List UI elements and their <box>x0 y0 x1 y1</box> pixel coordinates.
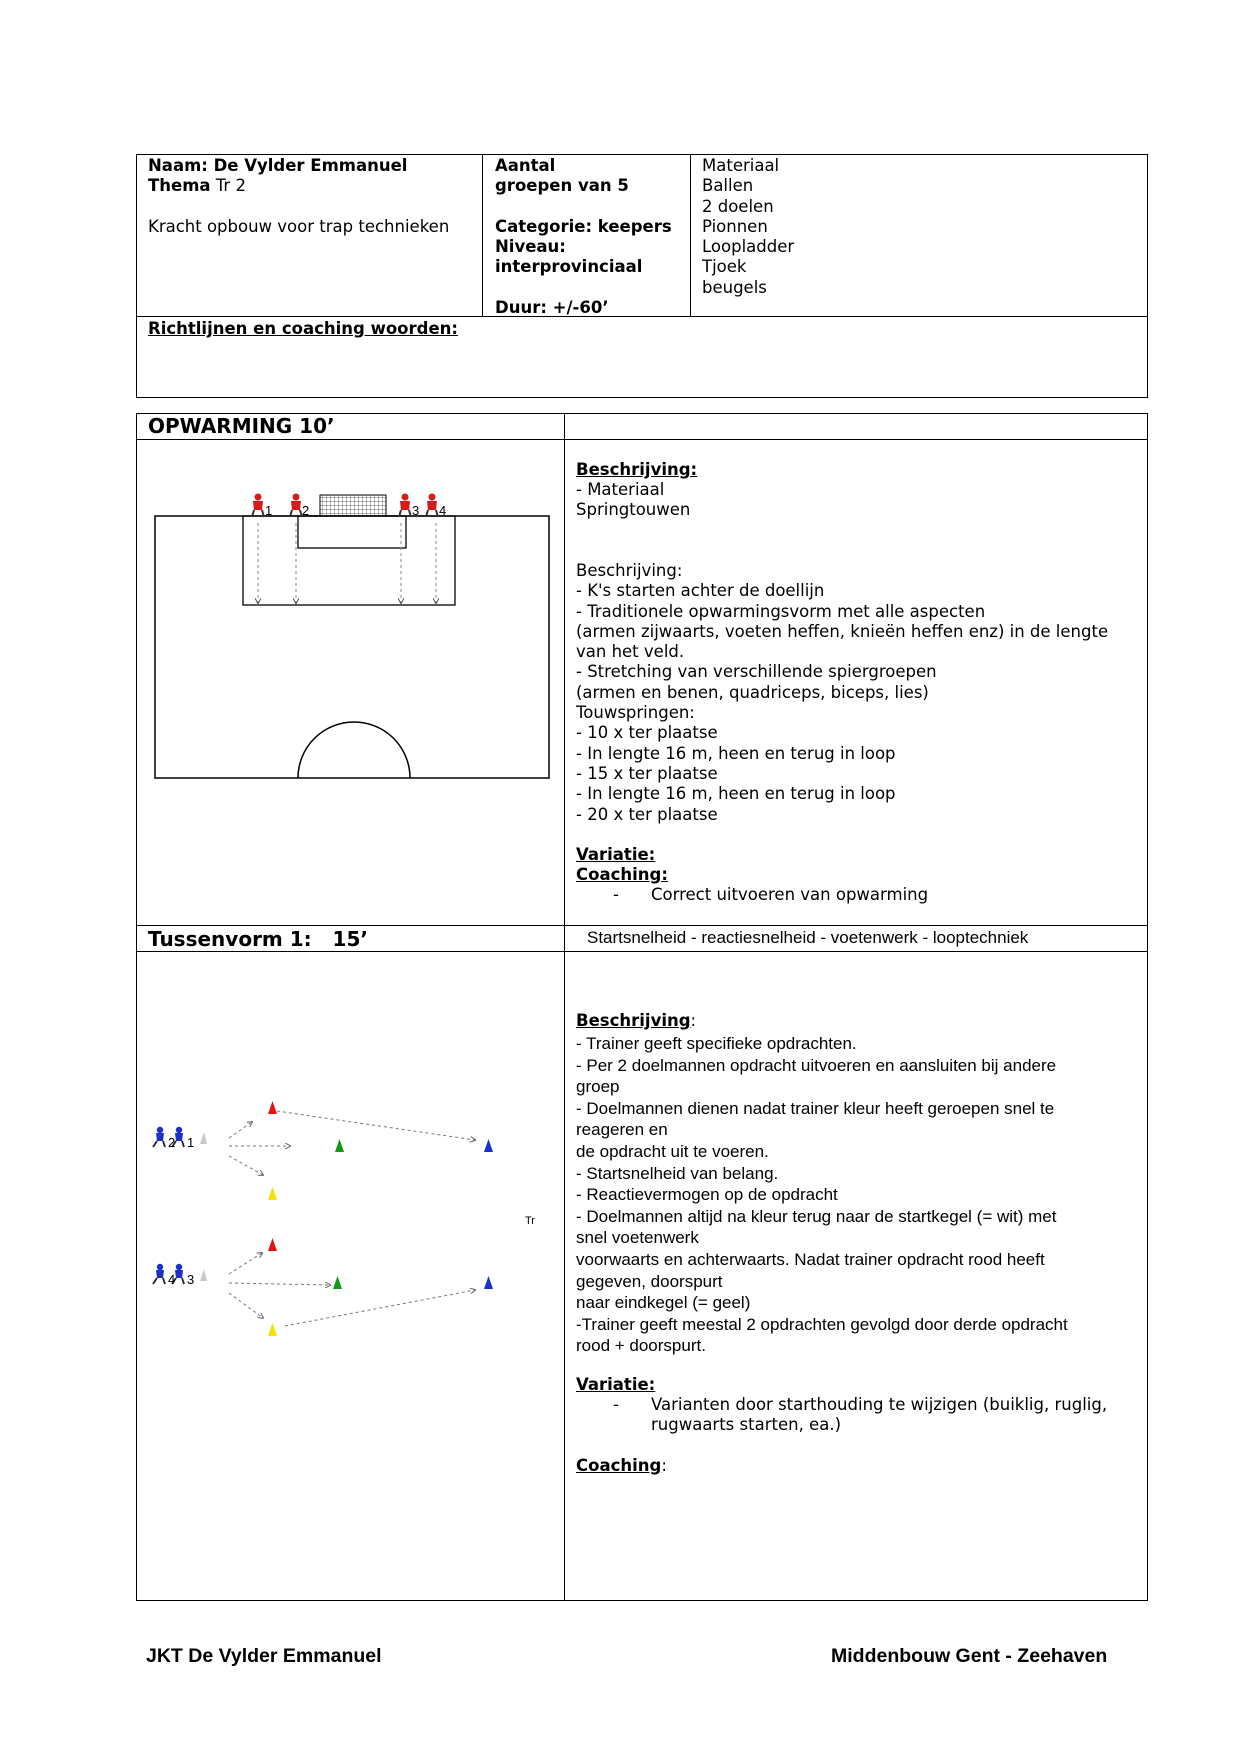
player-label-1: 1 <box>187 1135 195 1150</box>
description-line: de opdracht uit te voeren. <box>576 1141 769 1161</box>
materiaal-item: 2 doelen <box>702 196 774 216</box>
materiaal-list <box>702 156 794 298</box>
materiaal-item: Pionnen <box>702 216 768 236</box>
main-row-line-1 <box>136 439 1148 440</box>
opwarming-coaching-label: Coaching: <box>576 865 668 884</box>
description-line: Touwspringen: <box>576 703 695 723</box>
aantal-label: Aantal <box>495 156 556 175</box>
thema-value: Tr 2 <box>215 176 246 195</box>
niveau-label: Niveau: <box>495 237 566 256</box>
cone-white-2 <box>200 1269 207 1281</box>
description-line: - 20 x ter plaatse <box>576 804 718 824</box>
header-divider-v2 <box>690 154 691 317</box>
tussenvorm-variatie-item-cont: rugwaarts starten, ea.) <box>651 1415 841 1434</box>
description-line: Beschrijving: <box>576 561 683 580</box>
field-outline <box>155 516 549 778</box>
footer-right: Middenbouw Gent - Zeehaven <box>831 1645 1108 1667</box>
naam-label: Naam: De Vylder Emmanuel <box>148 156 408 175</box>
cone-red-2 <box>268 1238 277 1251</box>
description-line: -Trainer geeft meestal 2 opdrachten gevolgd door derde opdracht <box>576 1314 1068 1334</box>
description-line: - Stretching van verschillende spiergroepen <box>576 662 937 682</box>
materiaal-item: Materiaal <box>702 156 780 175</box>
variatie-text: Varianten door starthouding te wijzigen (buiklig, ruglig, <box>651 1395 1108 1414</box>
description-line: - In lengte 16 m, heen en terug in loop <box>576 743 896 763</box>
description-line: - 15 x ter plaatse <box>576 763 718 783</box>
richtlijnen-label: Richtlijnen en coaching woorden: <box>148 319 458 338</box>
colon: : <box>690 1011 697 1030</box>
cone-blue-1 <box>484 1139 493 1152</box>
description-line: - Doelmannen dienen nadat trainer kleur heeft geroepen snel te <box>576 1098 1055 1118</box>
player-red-3 <box>399 494 411 518</box>
header-divider-v1 <box>482 154 483 317</box>
opwarming-variatie-label: Variatie: <box>576 845 656 864</box>
opwarming-coaching-item <box>576 885 928 905</box>
arrow-red-to-blue-1 <box>277 1111 475 1140</box>
player-label-1: 1 <box>265 503 273 518</box>
header-divider-h <box>136 316 1148 317</box>
arrow-to-yellow-1 <box>229 1156 263 1175</box>
tussenvorm-variatie-label: Variatie: <box>576 1375 656 1394</box>
tussenvorm-focus: Startsnelheid - reactiesnelheid - voetenwerk - looptechniek <box>587 928 1029 947</box>
arrow-to-green-2 <box>229 1283 330 1285</box>
opwarming-field-diagram <box>150 485 550 795</box>
tussenvorm-beschrijving-label: Beschrijving <box>576 1011 691 1030</box>
cone-green-1 <box>335 1139 344 1152</box>
colon: : <box>661 1456 667 1475</box>
cone-blue-2 <box>484 1276 493 1289</box>
description-line: - Startsnelheid van belang. <box>576 1163 779 1183</box>
player-red-1 <box>252 494 264 518</box>
materiaal-item: Loopladder <box>702 237 795 257</box>
cone-yellow-1 <box>268 1187 277 1200</box>
tussenvorm-cone-diagram <box>145 1090 545 1350</box>
materiaal-item: Ballen <box>702 176 754 196</box>
groepen: groepen van 5 <box>495 176 629 195</box>
thema <box>148 176 246 196</box>
description-line: van het veld. <box>576 642 685 662</box>
description-line: - Per 2 doelmannen opdracht uitvoeren en aansluiten bij andere <box>576 1055 1057 1075</box>
player-label-2: 2 <box>168 1135 176 1150</box>
description-line: - Traditionele opwarmingsvorm met alle aspecten <box>576 601 986 621</box>
description-line: - Doelmannen altijd na kleur terug naar de startkegel (= wit) met <box>576 1206 1057 1226</box>
main-col-line <box>564 413 565 1601</box>
arrow-to-red-1 <box>229 1122 252 1138</box>
arrow-to-red-2 <box>229 1253 262 1274</box>
description-line: - Reactievermogen op de opdracht <box>576 1185 838 1205</box>
opwarming-title: OPWARMING 10’ <box>148 414 335 438</box>
description-line: (armen en benen, quadriceps, biceps, lies) <box>576 682 929 702</box>
cone-yellow-2 <box>268 1323 277 1336</box>
description-line: reageren en <box>576 1120 668 1140</box>
tussenvorm-title: Tussenvorm 1: 15’ <box>148 927 368 951</box>
categorie: Categorie: keepers <box>495 217 672 236</box>
arrow-yellow-to-blue-2 <box>285 1290 475 1326</box>
opwarming-materiaal-line: - Materiaal <box>576 480 665 499</box>
materiaal-item: Tjoek <box>702 257 747 277</box>
player-red-4 <box>426 494 438 518</box>
description-line: - In lengte 16 m, heen en terug in loop <box>576 784 896 804</box>
tussenvorm-coaching-heading <box>576 1456 667 1476</box>
description-line: - 10 x ter plaatse <box>576 723 718 743</box>
arrow-to-yellow-2 <box>229 1293 263 1318</box>
duur: Duur: +/-60’ <box>495 298 609 317</box>
player-label-2: 2 <box>302 503 310 518</box>
description-line: (armen zijwaarts, voeten heffen, knieën heffen enz) in de lengte <box>576 621 1109 641</box>
player-red-2 <box>290 494 302 518</box>
cone-red-1 <box>268 1101 277 1114</box>
cone-green-2 <box>333 1276 342 1289</box>
description-line: rood + doorspurt. <box>576 1336 706 1356</box>
description-line: naar eindkegel (= geel) <box>576 1293 751 1313</box>
coaching-text: Correct uitvoeren van opwarming <box>651 885 929 904</box>
cone-white-1 <box>200 1132 207 1144</box>
subject: Kracht opbouw voor trap technieken <box>148 217 450 236</box>
bullet-dash: - <box>613 885 619 904</box>
niveau-value: interprovinciaal <box>495 257 643 276</box>
opwarming-springtouwen: Springtouwen <box>576 500 691 519</box>
player-blue-4 <box>153 1264 165 1284</box>
player-label-4: 4 <box>168 1272 176 1287</box>
description-line: - K's starten achter de doellijn <box>576 581 825 601</box>
main-row-line-2 <box>136 925 1148 926</box>
tussenvorm-beschrijving-heading <box>576 1011 696 1031</box>
opwarming-beschrijving-label: Beschrijving: <box>576 460 698 479</box>
tussenvorm-variatie-item <box>576 1395 1107 1415</box>
bullet-dash: - <box>613 1395 619 1414</box>
opwarming-description <box>576 561 1108 825</box>
player-blue-2 <box>153 1127 165 1147</box>
main-row-line-3 <box>136 951 1148 952</box>
tussenvorm-coaching-label: Coaching <box>576 1456 662 1475</box>
player-label-3: 3 <box>187 1272 195 1287</box>
description-line: gegeven, doorspurt <box>576 1271 723 1291</box>
player-label-3: 3 <box>412 503 420 518</box>
trainer-label: Tr <box>525 1215 535 1227</box>
materiaal-item: beugels <box>702 277 767 297</box>
description-line: - Trainer geeft specifieke opdrachten. <box>576 1034 857 1053</box>
description-line: groep <box>576 1077 620 1097</box>
thema-label: Thema <box>148 176 211 195</box>
description-line: snel voetenwerk <box>576 1228 699 1248</box>
description-line: voorwaarts en achterwaarts. Nadat trainer opdracht rood heeft <box>576 1249 1045 1269</box>
tussenvorm-description <box>576 1033 1068 1357</box>
footer-left: JKT De Vylder Emmanuel <box>146 1645 382 1667</box>
goal-net <box>320 495 386 516</box>
player-label-4: 4 <box>439 503 447 518</box>
